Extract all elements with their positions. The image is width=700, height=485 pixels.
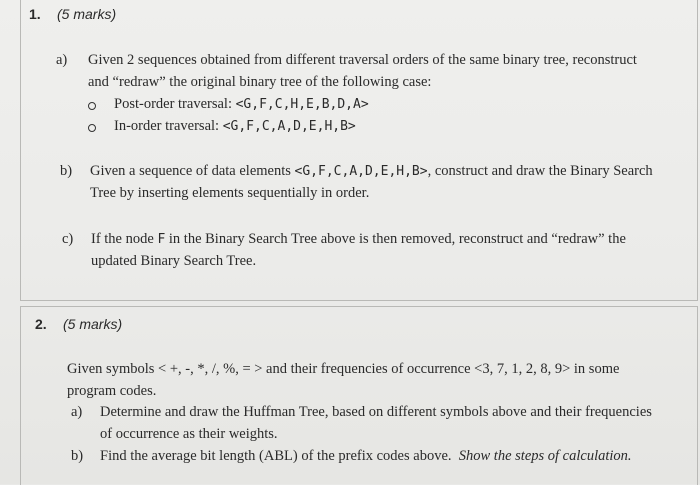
postorder-sequence: <G,F,C,H,E,B,D,A> [235, 97, 369, 112]
question-1-marks: (5 marks) [57, 6, 117, 22]
q1a-line-2: and “redraw” the original binary tree of the following case: [88, 74, 432, 90]
question-2-number: 2. [35, 316, 47, 332]
q2b-line [100, 448, 632, 465]
q2b-italic: Show the steps of calculation. [458, 448, 632, 464]
inorder-label: In-order traversal: [114, 118, 220, 134]
q1c-line-1-post: in the Binary Search Tree above is then removed, reconstruct and “redraw” the [168, 231, 626, 247]
question-2-marks: (5 marks) [63, 316, 123, 332]
q1b-line-1-pre: Given a sequence of data elements [90, 163, 291, 179]
q1c-node: F [157, 232, 166, 247]
postorder-label: Post-order traversal: [114, 96, 232, 112]
q1b-line-1-post: , construct and draw the Binary Search [427, 163, 653, 179]
bullet-icon [88, 124, 96, 132]
q1c-line-1-pre: If the node [91, 231, 154, 247]
inorder-sequence: <G,F,C,A,D,E,H,B> [222, 119, 356, 134]
q2a-line-1: Determine and draw the Huffman Tree, based on different symbols above and their frequencies [100, 404, 652, 420]
q1c-line-2: updated Binary Search Tree. [91, 253, 257, 269]
q2-intro-line-1: Given symbols < +, -, *, /, %, = > and their frequencies of occurrence <3, 7, 1, 2, 8, 9> in some [67, 361, 620, 377]
q1c-label: c) [62, 231, 74, 247]
bullet-icon [88, 102, 96, 110]
q1b-sequence: <G,F,C,A,D,E,H,B> [294, 164, 428, 179]
q1b-label: b) [60, 163, 73, 179]
q2-intro-line-2: program codes. [67, 383, 157, 399]
q1c-line-1 [91, 231, 626, 248]
q2b-text: Find the average bit length (ABL) of the prefix codes above. [100, 448, 452, 464]
q1b-line-1 [90, 163, 653, 180]
q2b-label: b) [71, 448, 84, 464]
q2a-label: a) [71, 404, 83, 420]
q1b-line-2: Tree by inserting elements sequentially in order. [90, 185, 370, 201]
q1a-line-1: Given 2 sequences obtained from different traversal orders of the same binary tree, reconstruct [88, 52, 637, 68]
q2a-line-2: of occurrence as their weights. [100, 426, 278, 442]
question-1-number: 1. [29, 6, 41, 22]
postorder-item [114, 96, 369, 113]
inorder-item [114, 118, 356, 135]
q1a-label: a) [56, 52, 68, 68]
